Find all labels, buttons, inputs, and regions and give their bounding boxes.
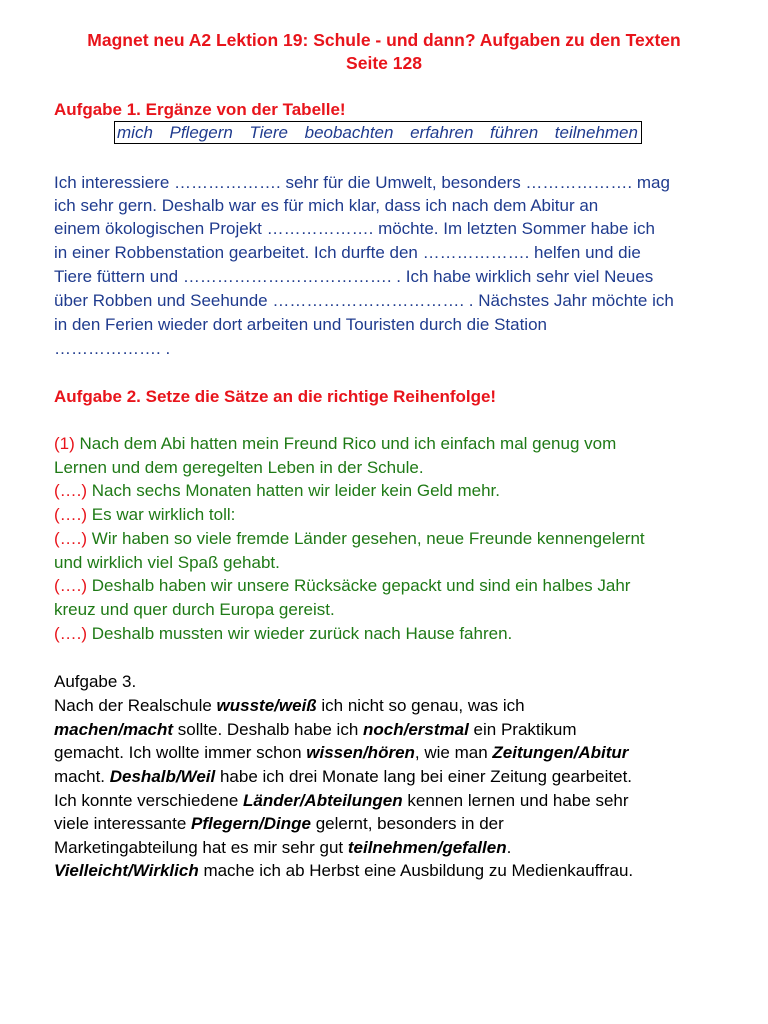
word-bank-item: teilnehmen — [554, 123, 638, 142]
task2-heading: Aufgabe 2. Setze die Sätze an die richtige Reihenfolge! — [54, 387, 497, 406]
task1-text-line: über Robben und Seehunde ……………………………. . Nächstes Jahr möchte ich — [54, 291, 674, 310]
choice-option: Vielleicht/Wirklich — [54, 861, 199, 880]
choice-option: Pflegern/Dinge — [191, 814, 311, 833]
page-title: Magnet neu A2 Lektion 19: Schule - und dann? Aufgaben zu den Texten — [87, 30, 681, 50]
task3-text-line: Ich konnte verschiedene Länder/Abteilungen kennen lernen und habe sehr — [54, 791, 629, 810]
task3-text-line: gemacht. Ich wollte immer schon wissen/hören, wie man Zeitungen/Abitur — [54, 743, 629, 762]
sentence-text: kreuz und quer durch Europa gereist. — [54, 600, 335, 619]
sentence-item — [54, 479, 500, 503]
sentence-item — [54, 432, 616, 456]
choice-option: Länder/Abteilungen — [243, 791, 403, 810]
task1-text-line: in einer Robbenstation gearbeitet. Ich durfte den ………………. helfen und die — [54, 243, 641, 262]
word-bank-item: Tiere — [249, 123, 289, 142]
choice-option: noch/erstmal — [363, 720, 469, 739]
sentence-number: (….) — [54, 505, 88, 524]
task3-text-line: macht. Deshalb/Weil habe ich drei Monate lang bei einer Zeitung gearbeitet. — [54, 767, 633, 786]
task3-text-line: Marketingabteilung hat es mir sehr gut teilnehmen/gefallen. — [54, 838, 512, 857]
choice-option: Zeitungen/Abitur — [492, 743, 629, 762]
word-bank-item: erfahren — [410, 123, 474, 142]
sentence-text: Wir haben so viele fremde Länder gesehen, neue Freunde kennengelernt — [91, 529, 645, 548]
sentence-number: (….) — [54, 624, 88, 643]
task1-text-line: Tiere füttern und ………………………………. . Ich habe wirklich sehr viel Neues — [54, 267, 654, 286]
sentence-text: Deshalb mussten wir wieder zurück nach Hause fahren. — [91, 624, 513, 643]
sentence-text: Lernen und dem geregelten Leben in der Schule. — [54, 458, 424, 477]
sentence-item — [54, 503, 235, 527]
word-bank-item: mich — [117, 123, 153, 142]
task3-text-line: machen/macht sollte. Deshalb habe ich noch/erstmal ein Praktikum — [54, 720, 577, 739]
choice-option: machen/macht — [54, 720, 174, 739]
sentence-item — [54, 527, 645, 551]
choice-option: Deshalb/Weil — [109, 767, 216, 786]
sentence-number: (….) — [54, 481, 88, 500]
task1-text-line: ich sehr gern. Deshalb war es für mich klar, dass ich nach dem Abitur an — [54, 196, 599, 215]
sentence-text: und wirklich viel Spaß gehabt. — [54, 553, 280, 572]
task1-text-line: ………………. . — [54, 339, 171, 358]
sentence-text: Nach dem Abi hatten mein Freund Rico und ich einfach mal genug vom — [79, 434, 617, 453]
page-subtitle: Seite 128 — [346, 53, 422, 73]
sentence-number: (….) — [54, 576, 88, 595]
task1-text-line: in den Ferien wieder dort arbeiten und Touristen durch die Station — [54, 315, 547, 334]
task3-text-line: viele interessante Pflegern/Dinge gelernt, besonders in der — [54, 814, 504, 833]
task3-text-line: Nach der Realschule wusste/weiß ich nicht so genau, was ich — [54, 696, 525, 715]
sentence-item — [54, 574, 630, 598]
task1-text-line: Ich interessiere ………………. sehr für die Umwelt, besonders ………………. mag — [54, 173, 670, 192]
word-bank-item: führen — [490, 123, 539, 142]
task1-heading: Aufgabe 1. Ergänze von der Tabelle! — [54, 100, 346, 119]
word-bank — [114, 121, 642, 144]
sentence-item — [54, 622, 512, 646]
sentence-number: (1) — [54, 434, 75, 453]
choice-option: wusste/weiß — [216, 696, 317, 715]
word-bank-item: beobachten — [304, 123, 394, 142]
task1-text-line: einem ökologischen Projekt ………………. möchte. Im letzten Sommer habe ich — [54, 219, 655, 238]
choice-option: wissen/hören — [306, 743, 415, 762]
task3-text-line: Vielleicht/Wirklich mache ich ab Herbst eine Ausbildung zu Medienkauffrau. — [54, 861, 634, 880]
sentence-text: Deshalb haben wir unsere Rücksäcke gepackt und sind ein halbes Jahr — [91, 576, 631, 595]
sentence-text: Es war wirklich toll: — [91, 505, 236, 524]
task3-heading: Aufgabe 3. — [54, 672, 137, 691]
sentence-text: Nach sechs Monaten hatten wir leider kein Geld mehr. — [91, 481, 500, 500]
sentence-number: (….) — [54, 529, 88, 548]
word-bank-item: Pflegern — [169, 123, 233, 142]
choice-option: teilnehmen/gefallen — [347, 838, 507, 857]
